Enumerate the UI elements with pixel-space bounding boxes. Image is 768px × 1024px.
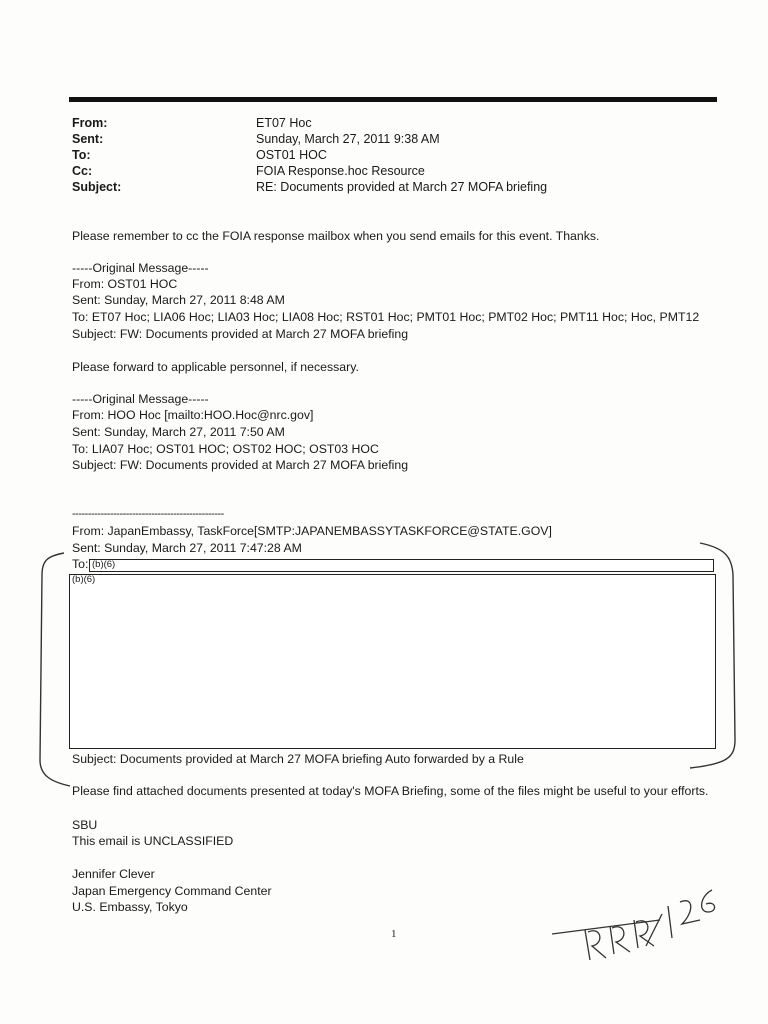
- classification-statement: This email is UNCLASSIFIED: [72, 834, 234, 848]
- orig1-subject: Subject: FW: Documents provided at March 27 MOFA briefing: [72, 327, 409, 341]
- orig3-from: From: JapanEmbassy, TaskForce[SMTP:JAPANEMBASSYTASKFORCE@STATE.GOV]: [72, 524, 552, 538]
- classification-sbu: SBU: [72, 818, 98, 832]
- from-label: From:: [72, 116, 108, 130]
- original-message-marker: -----Original Message-----: [72, 261, 209, 275]
- redaction-code: (b)(6): [92, 559, 116, 570]
- orig3-subject: Subject: Documents provided at March 27 MOFA briefing Auto forwarded by a Rule: [72, 752, 524, 766]
- orig3-sent: Sent: Sunday, March 27, 2011 7:47:28 AM: [72, 541, 302, 555]
- to-label: To:: [72, 148, 91, 162]
- right-bracket-mark: [690, 543, 735, 768]
- page-number: 1: [391, 928, 397, 940]
- orig1-from: From: OST01 HOC: [72, 277, 178, 291]
- orig1-sent: Sent: Sunday, March 27, 2011 8:48 AM: [72, 293, 285, 307]
- signature-location: U.S. Embassy, Tokyo: [72, 900, 188, 914]
- signature-org: Japan Emergency Command Center: [72, 884, 272, 898]
- signature-name: Jennifer Clever: [72, 867, 155, 881]
- intro-text: Please remember to cc the FOIA response mailbox when you send emails for this event. Thanks.: [72, 229, 600, 243]
- subject-value: RE: Documents provided at March 27 MOFA briefing: [256, 180, 548, 194]
- orig2-subject: Subject: FW: Documents provided at March 27 MOFA briefing: [72, 458, 409, 472]
- subject-label: Subject:: [72, 180, 122, 194]
- separator-dashes: ------------------------------------------------: [72, 508, 224, 520]
- orig2-sent: Sent: Sunday, March 27, 2011 7:50 AM: [72, 425, 285, 439]
- orig1-to: To: ET07 Hoc; LIA06 Hoc; LIA03 Hoc; LIA08 Hoc; RST01 Hoc; PMT01 Hoc; PMT02 Hoc; PMT11 Hoc; Hoc, PMT12: [72, 310, 700, 324]
- from-value: ET07 Hoc: [256, 116, 312, 130]
- orig1-text: Please forward to applicable personnel, if necessary.: [72, 360, 359, 374]
- cc-value: FOIA Response.hoc Resource: [256, 164, 425, 178]
- redaction-code: (b)(6): [72, 574, 96, 585]
- original-message-marker: -----Original Message-----: [72, 392, 209, 406]
- to-value: OST01 HOC: [256, 148, 327, 162]
- orig3-text: Please find attached documents presented at today's MOFA Briefing, some of the files might be useful to your efforts.: [72, 784, 709, 798]
- left-bracket-mark: [40, 553, 70, 786]
- handwritten-annotation-mark: [552, 890, 715, 960]
- orig2-from: From: HOO Hoc [mailto:HOO.Hoc@nrc.gov]: [72, 408, 314, 422]
- sent-value: Sunday, March 27, 2011 9:38 AM: [256, 132, 440, 146]
- sent-label: Sent:: [72, 132, 104, 146]
- cc-label: Cc:: [72, 164, 93, 178]
- orig2-to: To: LIA07 Hoc; OST01 HOC; OST02 HOC; OST03 HOC: [72, 442, 379, 456]
- orig3-to-label: To:: [72, 557, 89, 571]
